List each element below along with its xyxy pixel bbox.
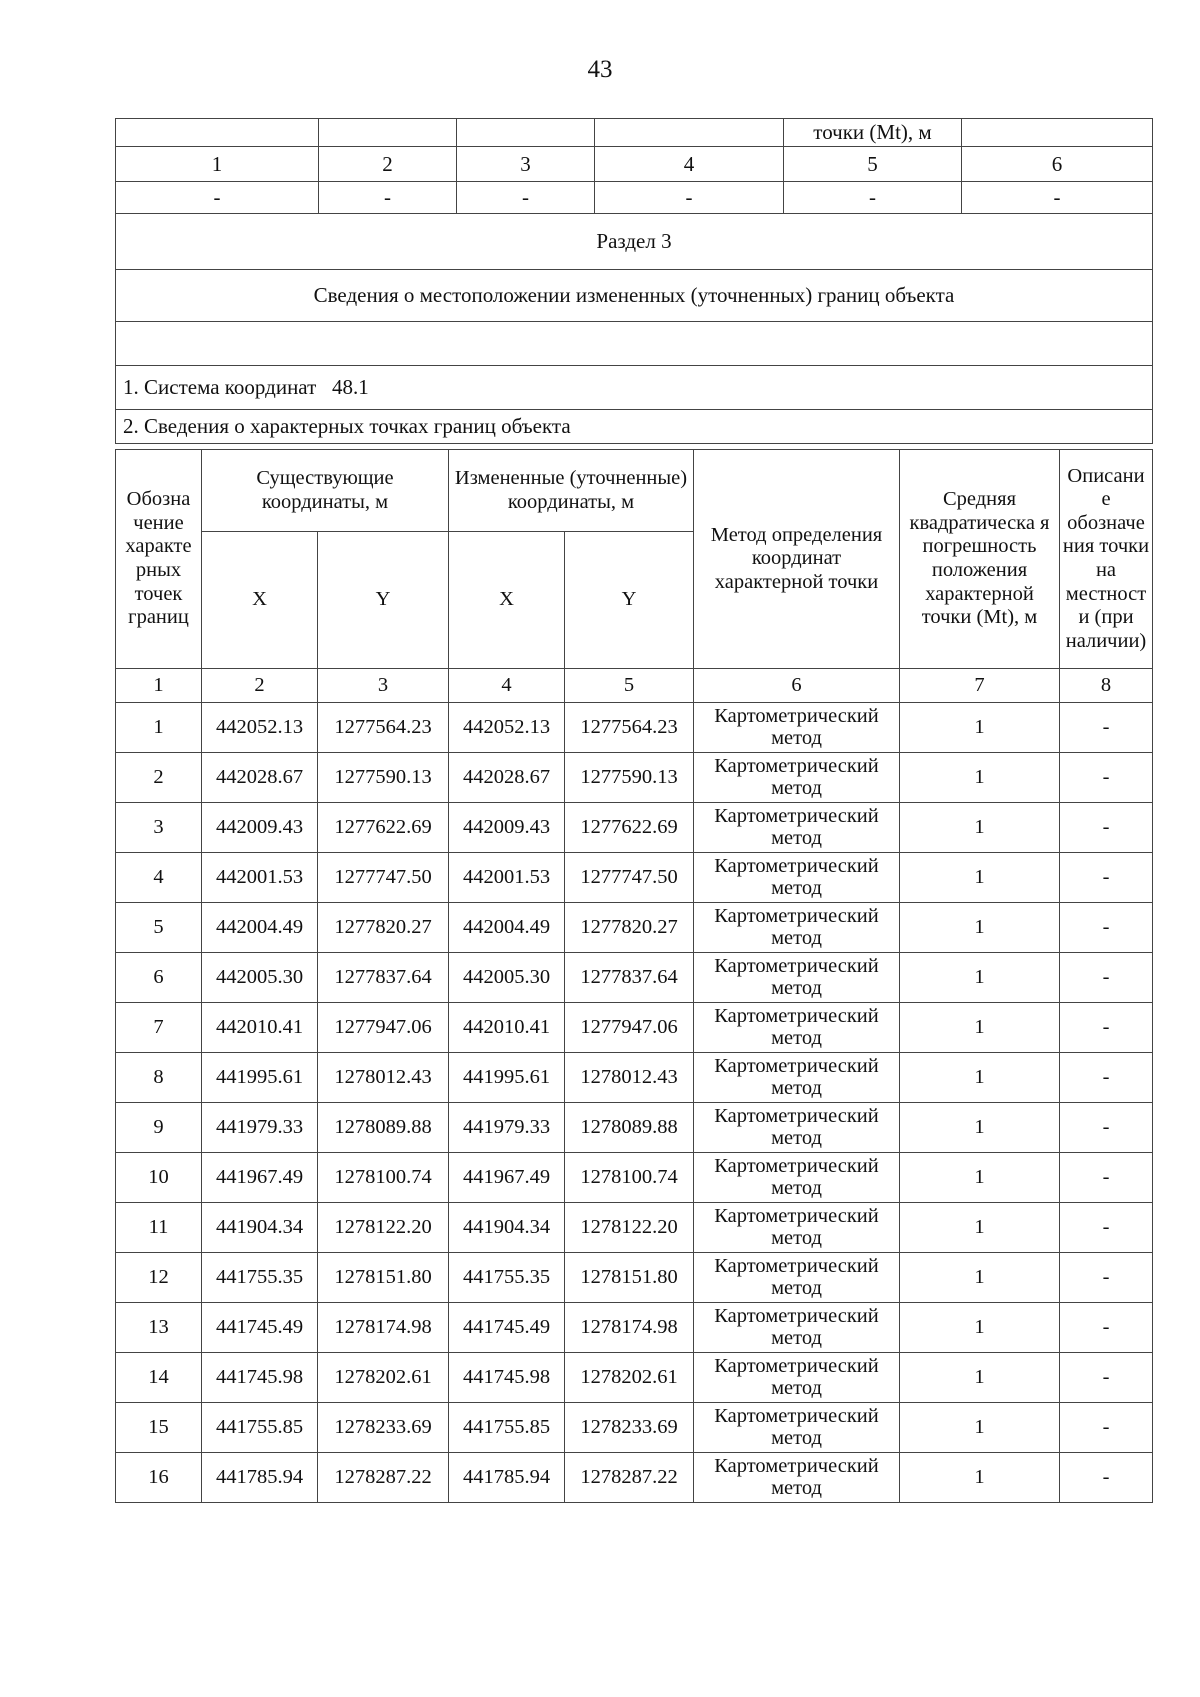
point-number: 14 (116, 1353, 202, 1403)
method: Картометрический метод (694, 753, 900, 803)
description: - (1060, 1153, 1153, 1203)
table-row (116, 753, 1153, 803)
column-number: 5 (784, 147, 962, 182)
description: - (1060, 1003, 1153, 1053)
changed-y: 1277622.69 (565, 803, 694, 853)
header-changed-coords: Измененные (уточненные) координаты, м (449, 450, 694, 532)
mean-error: 1 (900, 803, 1060, 853)
header-existing-coords: Существующие координаты, м (202, 450, 449, 532)
existing-x: 442005.30 (202, 953, 318, 1003)
point-number: 5 (116, 903, 202, 953)
mean-error: 1 (900, 1253, 1060, 1303)
existing-y: 1277947.06 (318, 1003, 449, 1053)
description: - (1060, 1103, 1153, 1153)
changed-y: 1278233.69 (565, 1403, 694, 1453)
mean-error: 1 (900, 903, 1060, 953)
table-row (116, 903, 1153, 953)
changed-x: 442010.41 (449, 1003, 565, 1053)
empty-value: - (116, 182, 319, 214)
point-number: 12 (116, 1253, 202, 1303)
column-number: 2 (202, 669, 318, 703)
existing-y: 1277622.69 (318, 803, 449, 853)
point-number: 13 (116, 1303, 202, 1353)
changed-y: 1278012.43 (565, 1053, 694, 1103)
column-number: 3 (318, 669, 449, 703)
changed-x: 441995.61 (449, 1053, 565, 1103)
carry-header-row (116, 119, 1153, 147)
changed-x: 441785.94 (449, 1453, 565, 1503)
existing-x: 442001.53 (202, 853, 318, 903)
column-number: 6 (694, 669, 900, 703)
coordinate-system: 1. Система координат 48.1 (116, 366, 1153, 410)
description: - (1060, 1453, 1153, 1503)
description: - (1060, 903, 1153, 953)
changed-y: 1277564.23 (565, 703, 694, 753)
header-description: Описани е обозначе ния точки на местност и (при наличии) (1060, 450, 1153, 669)
table-row (116, 1253, 1153, 1303)
existing-x: 441745.49 (202, 1303, 318, 1353)
changed-y: 1277820.27 (565, 903, 694, 953)
point-number: 11 (116, 1203, 202, 1253)
mean-error: 1 (900, 1003, 1060, 1053)
table-row (116, 1303, 1153, 1353)
method: Картометрический метод (694, 853, 900, 903)
points-heading: 2. Сведения о характерных точках границ объекта (116, 410, 1153, 444)
column-number: 3 (457, 147, 595, 182)
changed-y: 1278287.22 (565, 1453, 694, 1503)
changed-x: 442009.43 (449, 803, 565, 853)
method: Картометрический метод (694, 1053, 900, 1103)
changed-y: 1278122.20 (565, 1203, 694, 1253)
changed-x: 442052.13 (449, 703, 565, 753)
description: - (1060, 1253, 1153, 1303)
section-subtitle: Сведения о местоположении измененных (уточненных) границ объекта (116, 270, 1153, 322)
method: Картометрический метод (694, 1153, 900, 1203)
mean-error: 1 (900, 953, 1060, 1003)
column-number: 7 (900, 669, 1060, 703)
method: Картометрический метод (694, 1253, 900, 1303)
table-row (116, 1203, 1153, 1253)
existing-y: 1278151.80 (318, 1253, 449, 1303)
existing-y: 1277590.13 (318, 753, 449, 803)
mean-error: 1 (900, 1453, 1060, 1503)
table-row (116, 1353, 1153, 1403)
mean-error: 1 (900, 1053, 1060, 1103)
changed-y: 1278100.74 (565, 1153, 694, 1203)
point-number: 7 (116, 1003, 202, 1053)
table-row (116, 1153, 1153, 1203)
page-number: 43 (587, 56, 613, 83)
header-changed-y: Y (565, 532, 694, 669)
previous-table-continuation (115, 118, 1153, 444)
method: Картометрический метод (694, 1003, 900, 1053)
changed-x: 442028.67 (449, 753, 565, 803)
table-row (116, 703, 1153, 753)
method: Картометрический метод (694, 903, 900, 953)
column-number: 4 (595, 147, 784, 182)
changed-x: 441967.49 (449, 1153, 565, 1203)
point-number: 8 (116, 1053, 202, 1103)
changed-x: 441979.33 (449, 1103, 565, 1153)
section-title: Раздел 3 (116, 214, 1153, 270)
changed-y: 1278174.98 (565, 1303, 694, 1353)
existing-x: 442052.13 (202, 703, 318, 753)
changed-y: 1278151.80 (565, 1253, 694, 1303)
changed-x: 442005.30 (449, 953, 565, 1003)
changed-x: 441745.98 (449, 1353, 565, 1403)
existing-x: 442028.67 (202, 753, 318, 803)
existing-x: 441979.33 (202, 1103, 318, 1153)
existing-x: 441967.49 (202, 1153, 318, 1203)
empty-data-row (116, 182, 1153, 214)
column-number: 1 (116, 669, 202, 703)
existing-y: 1278100.74 (318, 1153, 449, 1203)
changed-y: 1278202.61 (565, 1353, 694, 1403)
existing-y: 1278174.98 (318, 1303, 449, 1353)
mean-error: 1 (900, 1353, 1060, 1403)
empty-value: - (595, 182, 784, 214)
point-number: 1 (116, 703, 202, 753)
header-error: Средняя квадратическа я погрешность положения характерной точки (Mt), м (900, 450, 1060, 669)
point-number: 6 (116, 953, 202, 1003)
changed-y: 1277590.13 (565, 753, 694, 803)
column-number: 6 (962, 147, 1153, 182)
existing-y: 1278202.61 (318, 1353, 449, 1403)
mean-error: 1 (900, 1203, 1060, 1253)
existing-x: 441785.94 (202, 1453, 318, 1503)
mean-error: 1 (900, 1103, 1060, 1153)
existing-y: 1277564.23 (318, 703, 449, 753)
description: - (1060, 853, 1153, 903)
table-row (116, 1003, 1153, 1053)
carry-header-cell: точки (Mt), м (784, 119, 962, 147)
point-number: 2 (116, 753, 202, 803)
point-number: 10 (116, 1153, 202, 1203)
changed-y: 1277947.06 (565, 1003, 694, 1053)
changed-x: 442004.49 (449, 903, 565, 953)
point-number: 4 (116, 853, 202, 903)
description: - (1060, 1203, 1153, 1253)
point-number: 16 (116, 1453, 202, 1503)
existing-x: 441755.85 (202, 1403, 318, 1453)
method: Картометрический метод (694, 1353, 900, 1403)
description: - (1060, 1403, 1153, 1453)
mean-error: 1 (900, 703, 1060, 753)
existing-y: 1277837.64 (318, 953, 449, 1003)
header-existing-y: Y (318, 532, 449, 669)
empty-value: - (962, 182, 1153, 214)
header-changed-x: X (449, 532, 565, 669)
column-number: 4 (449, 669, 565, 703)
existing-x: 442004.49 (202, 903, 318, 953)
column-number: 1 (116, 147, 319, 182)
existing-x: 441755.35 (202, 1253, 318, 1303)
table-row (116, 1403, 1153, 1453)
existing-y: 1278287.22 (318, 1453, 449, 1503)
column-number-row (116, 147, 1153, 182)
existing-x: 442009.43 (202, 803, 318, 853)
method: Картометрический метод (694, 1203, 900, 1253)
column-number: 8 (1060, 669, 1153, 703)
existing-y: 1278233.69 (318, 1403, 449, 1453)
method: Картометрический метод (694, 1403, 900, 1453)
boundary-points-table (115, 449, 1153, 1503)
table-row (116, 1103, 1153, 1153)
mean-error: 1 (900, 1403, 1060, 1453)
description: - (1060, 703, 1153, 753)
empty-value: - (319, 182, 457, 214)
existing-x: 441995.61 (202, 1053, 318, 1103)
mean-error: 1 (900, 1153, 1060, 1203)
point-number: 3 (116, 803, 202, 853)
changed-y: 1278089.88 (565, 1103, 694, 1153)
changed-y: 1277837.64 (565, 953, 694, 1003)
existing-y: 1278089.88 (318, 1103, 449, 1153)
description: - (1060, 753, 1153, 803)
description: - (1060, 1053, 1153, 1103)
changed-x: 441755.35 (449, 1253, 565, 1303)
point-number: 9 (116, 1103, 202, 1153)
method: Картометрический метод (694, 1103, 900, 1153)
empty-value: - (784, 182, 962, 214)
changed-x: 441755.85 (449, 1403, 565, 1453)
method: Картометрический метод (694, 803, 900, 853)
description: - (1060, 803, 1153, 853)
table-row (116, 1053, 1153, 1103)
changed-x: 441745.49 (449, 1303, 565, 1353)
existing-y: 1277820.27 (318, 903, 449, 953)
column-number: 2 (319, 147, 457, 182)
existing-x: 441904.34 (202, 1203, 318, 1253)
method: Картометрический метод (694, 1453, 900, 1503)
existing-y: 1277747.50 (318, 853, 449, 903)
description: - (1060, 953, 1153, 1003)
mean-error: 1 (900, 753, 1060, 803)
point-number: 15 (116, 1403, 202, 1453)
empty-value: - (457, 182, 595, 214)
method: Картометрический метод (694, 1303, 900, 1353)
table-row (116, 803, 1153, 853)
blank-row (116, 322, 1153, 366)
column-number-row (116, 669, 1153, 703)
description: - (1060, 1353, 1153, 1403)
mean-error: 1 (900, 853, 1060, 903)
table-row (116, 953, 1153, 1003)
mean-error: 1 (900, 1303, 1060, 1353)
changed-y: 1277747.50 (565, 853, 694, 903)
existing-x: 442010.41 (202, 1003, 318, 1053)
column-number: 5 (565, 669, 694, 703)
existing-x: 441745.98 (202, 1353, 318, 1403)
existing-y: 1278012.43 (318, 1053, 449, 1103)
method: Картометрический метод (694, 703, 900, 753)
description: - (1060, 1303, 1153, 1353)
table-row (116, 1453, 1153, 1503)
header-method: Метод определения координат характерной точки (694, 450, 900, 669)
method: Картометрический метод (694, 953, 900, 1003)
changed-x: 441904.34 (449, 1203, 565, 1253)
header-designation: Обозна чение характе рных точек границ (116, 450, 202, 669)
table-row (116, 853, 1153, 903)
changed-x: 442001.53 (449, 853, 565, 903)
existing-y: 1278122.20 (318, 1203, 449, 1253)
header-existing-x: X (202, 532, 318, 669)
